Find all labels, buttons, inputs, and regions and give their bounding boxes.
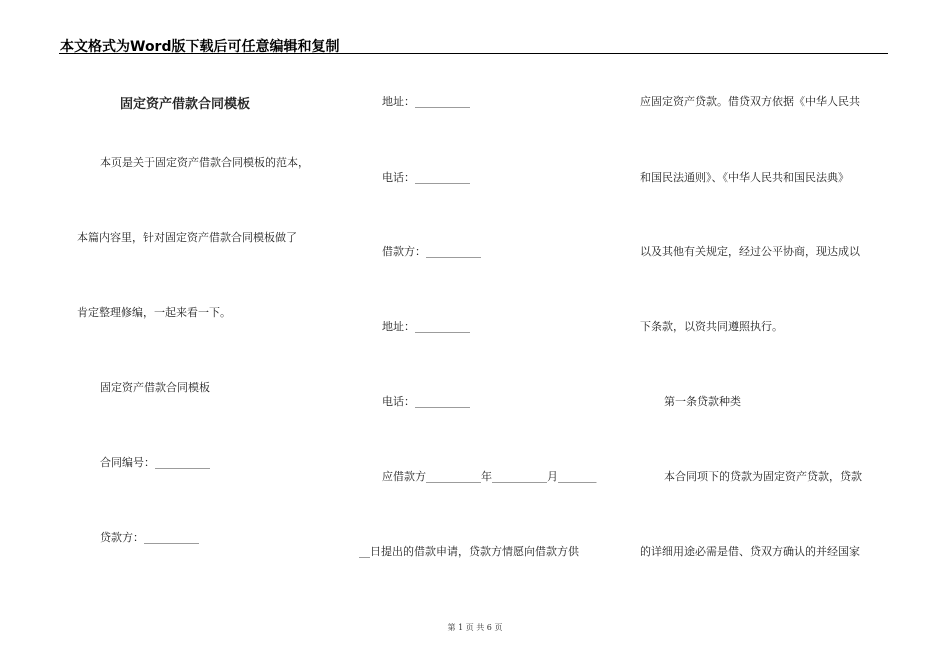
page-number: 第 1 页 共 6 页 xyxy=(447,623,503,632)
borrower-address-field: 地址：__________ xyxy=(382,320,470,333)
right-line-2: 和国民法通则》、《中华人民共和国民法典》 xyxy=(640,171,849,184)
document-header: 本文格式为Word版下载后可任意编辑和复制 xyxy=(60,39,340,55)
right-line-6: 本合同项下的贷款为固定资产贷款，贷款 xyxy=(664,470,862,483)
lender-field: 贷款方：__________ xyxy=(100,531,199,544)
right-line-4: 下条款，以资共同遵照执行。 xyxy=(640,320,783,333)
left-line-1: 本页是关于固定资产借款合同模板的范本， xyxy=(100,156,309,169)
right-line-3: 以及其他有关规定，经过公平协商，现达成以 xyxy=(640,245,860,258)
lender-address-field: 地址：__________ xyxy=(382,95,470,108)
contract-number-field: 合同编号：__________ xyxy=(100,456,210,469)
right-line-1: 应固定资产贷款。借贷双方依据《中华人民共 xyxy=(640,95,860,108)
borrower-phone-field: 电话：__________ xyxy=(382,395,470,408)
left-line-3: 肯定整理修编，一起来看一下。 xyxy=(77,306,231,319)
middle-line-7: __日提出的借款申请，贷款方情愿向借款方供 xyxy=(359,545,579,558)
header-divider xyxy=(59,53,888,54)
left-line-4: 固定资产借款合同模板 xyxy=(100,381,210,394)
right-line-7: 的详细用途必需是借、贷双方确认的并经国家 xyxy=(640,545,860,558)
left-line-2: 本篇内容里，针对固定资产借款合同模板做了 xyxy=(77,231,297,244)
middle-line-6: 应借款方__________年__________月_______ xyxy=(382,470,597,483)
lender-phone-field: 电话：__________ xyxy=(382,171,470,184)
borrower-field: 借款方：__________ xyxy=(382,245,481,258)
document-title: 固定资产借款合同模板 xyxy=(120,97,251,112)
section-heading: 第一条贷款种类 xyxy=(664,395,741,408)
